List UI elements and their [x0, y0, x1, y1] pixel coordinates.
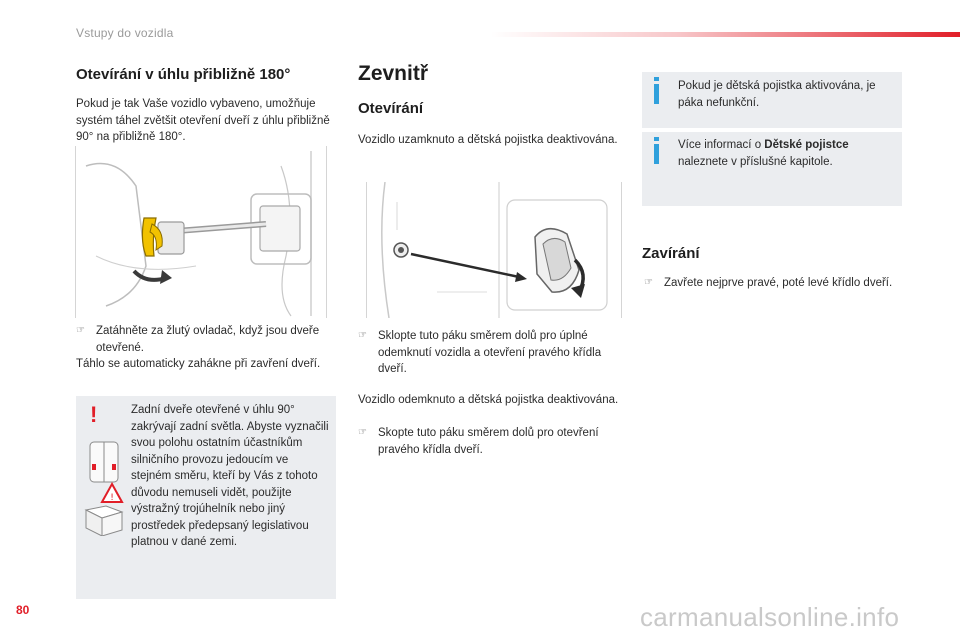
- exclamation-icon: !: [90, 402, 98, 427]
- info-text-1: Pokud je dětská pojistka aktivována, je páka nefunkční.: [678, 80, 876, 109]
- door-strap-illustration: [75, 146, 327, 318]
- left-bullet: [76, 323, 338, 356]
- warning-text: Zadní dveře otevřené v úhlu 90° zakrývají zadní světla. Abyste vyznačili svou polohu ostatním účastníkům silničního provozu jedoucím ve stejném směru, kteří by Vás z tohoto důvodu nemuseli vidět, použijte výstražný trojúhelník nebo jiný prostředek předepsaný legislativou platnou v dané zemi.: [131, 404, 329, 548]
- pointing-finger-icon: ☞: [358, 330, 367, 341]
- middle-instructions: [358, 328, 620, 458]
- left-intro: Pokud je tak Vaše vozidlo vybaveno, umožňuje systém táhel zvětšit otevření dveří z úhlu přibližně 90° na přibližně 180°.: [76, 98, 330, 143]
- left-bullet-text: Zatáhněte za žlutý ovladač, když jsou dveře otevřené.: [96, 325, 320, 354]
- middle-p1: Vozidlo uzamknuto a dětská pojistka deaktivována.: [358, 134, 618, 146]
- info-icon: [654, 144, 659, 164]
- closing-subheading: Zavírání: [642, 245, 700, 262]
- inside-lever-illustration: [366, 182, 622, 318]
- left-heading: Otevírání v úhlu přibližně 180°: [76, 66, 291, 83]
- page-heading: Zevnitř: [358, 62, 429, 85]
- door-strap-drawing: [76, 146, 326, 318]
- middle-bullet-1: [358, 328, 620, 378]
- van-rear-drawing: [82, 440, 126, 536]
- closing-bullet-text: Zavřete nejprve pravé, poté levé křídlo dveří.: [664, 277, 893, 289]
- info-text-2-bold: Dětské pojistce: [764, 139, 849, 151]
- inside-lever-drawing: [367, 182, 621, 318]
- header-accent-bar: [490, 32, 960, 37]
- info-icon-dot: [654, 137, 659, 141]
- info-box-1: [642, 72, 902, 128]
- info-icon: [654, 84, 659, 104]
- van-rear-illustration: [82, 440, 126, 536]
- info-icon-dot: [654, 77, 659, 81]
- middle-bullet-2: [358, 425, 620, 458]
- section-title: Vstupy do vozidla: [76, 26, 174, 40]
- pointing-finger-icon: ☞: [644, 277, 653, 288]
- middle-bullet-2-text: Skopte tuto páku směrem dolů pro otevření pravého křídla dveří.: [378, 427, 599, 456]
- closing-instructions: [644, 275, 902, 292]
- pointing-finger-icon: ☞: [76, 325, 85, 336]
- middle-p2: Vozidlo odemknuto a dětská pojistka deaktivována.: [358, 393, 619, 406]
- svg-text:!: !: [110, 493, 114, 503]
- info-text-2-post: naleznete v příslušné kapitole.: [678, 155, 833, 168]
- left-instructions: [76, 323, 338, 373]
- closing-bullet: [644, 275, 902, 292]
- left-after-text: Táhlo se automaticky zahákne při zavření dveří.: [76, 358, 321, 370]
- info-box-2: [642, 132, 902, 206]
- left-column: [76, 66, 338, 146]
- page-number: 80: [16, 603, 30, 617]
- opening-subheading: Otevírání: [358, 100, 424, 117]
- info-text-2-pre: Více informací o: [678, 139, 765, 151]
- pointing-finger-icon: ☞: [358, 427, 367, 438]
- middle-bullet-1-text: Sklopte tuto páku směrem dolů pro úplné odemknutí vozidla a otevření pravého křídla dveří.: [378, 330, 602, 375]
- info-text-2: [678, 137, 896, 170]
- watermark: carmanualsonline.info: [640, 602, 900, 632]
- warning-box: [76, 396, 336, 599]
